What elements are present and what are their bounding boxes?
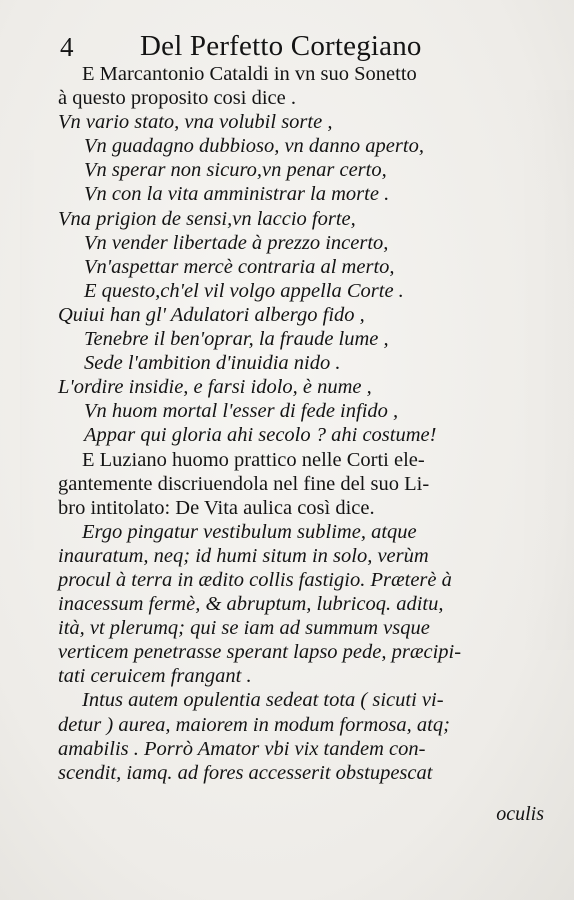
show-through-left (20, 150, 40, 550)
text-line: Sede l'ambition d'inuidia nido . (84, 352, 341, 375)
text-line: Intus autem opulentia sedeat tota ( sicuti vi- (82, 689, 444, 712)
text-line: Vn sperar non sicuro,vn penar certo, (84, 159, 387, 182)
text-line: inauratum, neq; id humi situm in solo, verùm (58, 544, 429, 567)
text-line: E questo,ch'el vil volgo appella Corte . (84, 279, 404, 302)
text-line: Vn huom mortal l'esser di fede infido , (84, 400, 399, 423)
text-line: Quiui han gl' Adulatori albergo fido , (58, 303, 365, 326)
text-line: verticem penetrasse sperant lapso pede, præcipi- (58, 641, 462, 664)
text-line: Appar qui gloria ahi secolo ? ahi costume! (84, 424, 437, 447)
text-line: Vn guadagno dubbioso, vn danno aperto, (84, 135, 424, 158)
text-line: Vn vender libertade à prezzo incerto, (84, 231, 389, 254)
text-line: procul à terra in ædito collis fastigio. Præterè à (58, 568, 452, 591)
text-line: detur ) aurea, maiorem in modum formosa, atq; (58, 713, 450, 736)
text-line: Tenebre il ben'oprar, la fraude lume , (84, 328, 389, 351)
text-line: E Marcantonio Cataldi in vn suo Sonetto (82, 63, 417, 85)
text-line: scendit, iamq. ad fores accesserit obstupescat (58, 761, 433, 784)
text-line: inacessum fermè, & abruptum, lubricoq. aditu, (58, 593, 444, 616)
page-number: 4 (60, 32, 74, 62)
catchword: oculis (496, 803, 544, 825)
page-header (60, 30, 560, 64)
text-line: Vn'aspettar mercè contraria al merto, (84, 255, 395, 278)
text-line: E Luziano huomo prattico nelle Corti ele- (82, 448, 425, 471)
running-head: Del Perfetto Cortegiano (140, 30, 422, 62)
text-line: bro intitolato: De Vita aulica così dice. (58, 496, 375, 519)
text-line: amabilis . Porrò Amator vbi vix tandem con- (58, 737, 426, 760)
text-line: tati ceruicem frangant . (58, 665, 252, 688)
text-line: Vn con la vita amministrar la morte . (84, 183, 390, 206)
text-line: Ergo pingatur vestibulum sublime, atque (82, 520, 417, 543)
text-line: Vna prigion de sensi,vn laccio forte, (58, 207, 356, 230)
text-line: L'ordire insidie, e farsi idolo, è nume , (58, 376, 372, 399)
text-line: Vn vario stato, vna volubil sorte , (58, 111, 333, 134)
text-line: à questo proposito cosi dice . (58, 87, 296, 110)
text-body (58, 62, 558, 785)
text-line: ità, vt plerumq; qui se iam ad summum vsque (58, 617, 430, 640)
text-line: gantemente discriuendola nel fine del suo Li- (58, 472, 430, 495)
